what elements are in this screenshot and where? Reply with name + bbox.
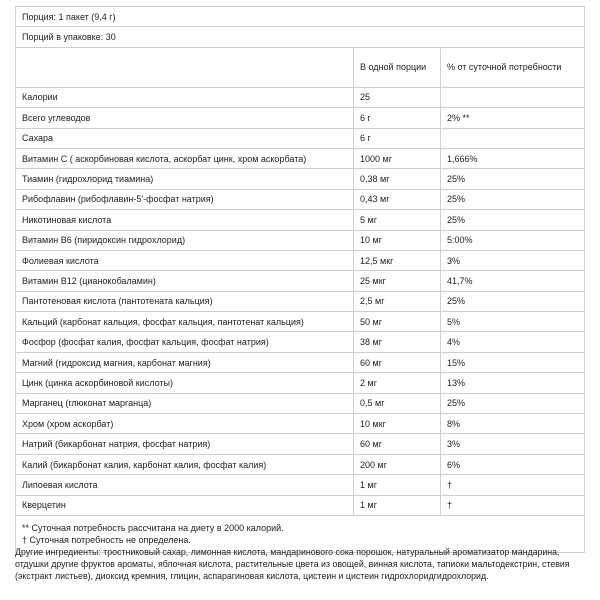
table-row — [15, 271, 585, 291]
amount-per-serving: 60 мг — [354, 353, 441, 372]
table-row — [15, 210, 585, 230]
nutrient-name: Хром (хром аскорбат) — [16, 414, 354, 433]
nutrient-rows — [15, 88, 585, 516]
nutrient-name: Натрий (бикарбонат натрия, фосфат натрия) — [16, 434, 354, 453]
servings-per-pack-row — [15, 27, 585, 47]
daily-value-percent: 3% — [447, 439, 461, 450]
amount-per-serving: 50 мг — [354, 312, 441, 331]
nutrient-name: Рибофлавин (рибофлавин-5'-фосфат натрия) — [16, 190, 354, 209]
other-ingredients: Другие ингредиенты: тростниковый сахар, лимонная кислота, мандаринового сока порошок, натуральный ароматизатор мандарина, отдушки другие фруктов ароматы, яблочная кислота, растительные цвета из овощей, винная кислота, тапиоки мальтодекстрин, стевия (экстракт листьев), диоксид кремния, глицин, аспарагиновая кислота, цистеин и цистеин гидрохлоридгидрохлорид. — [15, 547, 570, 581]
nutrient-name: Калий (бикарбонат калия, карбонат калия, фосфат калия) — [16, 455, 354, 474]
daily-value-percent: 25% — [447, 398, 466, 409]
amount-per-serving: 0,5 мг — [354, 394, 441, 413]
nutrient-name: Фосфор (фосфат калия, фосфат кальция, фосфат натрия) — [16, 332, 354, 351]
nutrient-name: Фолиевая кислота — [16, 251, 354, 270]
table-row — [15, 414, 585, 434]
footnote-not-established: † Суточная потребность не определена. — [22, 534, 191, 545]
nutrient-name: Магний (гидроксид магния, карбонат магния) — [16, 353, 354, 372]
daily-value-percent: 1,666% — [447, 153, 478, 164]
nutrient-name: Калории — [16, 88, 354, 107]
daily-value-percent: 2% ** — [447, 112, 470, 123]
daily-value-percent: 15% — [447, 357, 466, 368]
table-row — [15, 373, 585, 393]
table-row — [15, 292, 585, 312]
nutrient-name: Тиамин (гидрохлорид тиамина) — [16, 169, 354, 188]
table-row — [15, 312, 585, 332]
amount-per-serving: 25 мкг — [354, 271, 441, 290]
daily-value-percent: 8% — [447, 418, 461, 429]
amount-per-serving: 12,5 мкг — [354, 251, 441, 270]
daily-value-percent: 5:00% — [447, 235, 473, 246]
daily-value-percent — [441, 88, 584, 107]
daily-value-percent: † — [447, 479, 453, 490]
amount-per-serving: 60 мг — [354, 434, 441, 453]
amount-per-serving: 200 мг — [354, 455, 441, 474]
table-row — [15, 149, 585, 169]
nutrient-name: Витамин В6 (пиридоксин гидрохлорид) — [16, 231, 354, 250]
nutrient-name: Сахара — [16, 129, 354, 148]
table-row — [15, 88, 585, 108]
footnote-daily-diet: ** Суточная потребность рассчитана на диету в 2000 калорий. — [22, 522, 284, 533]
header-daily-value: % от суточной потребности — [447, 62, 562, 73]
amount-per-serving: 25 — [354, 88, 441, 107]
daily-value-percent: 6% — [447, 459, 461, 470]
nutrient-name: Витамин В12 (цианокобаламин) — [16, 271, 354, 290]
nutrient-name: Пантотеновая кислота (пантотената кальция) — [16, 292, 354, 311]
daily-value-percent: 4% — [447, 337, 461, 348]
nutrient-name: Марганец (глюконат марганца) — [16, 394, 354, 413]
nutrient-name: Всего углеводов — [16, 108, 354, 127]
table-header-row — [15, 48, 585, 88]
supplement-facts-panel — [15, 6, 585, 553]
nutrient-name: Цинк (цинка аскорбиновой кислоты) — [16, 373, 354, 392]
amount-per-serving: 2,5 мг — [354, 292, 441, 311]
amount-per-serving: 1 мг — [354, 475, 441, 494]
amount-per-serving: 6 г — [354, 108, 441, 127]
table-row — [15, 496, 585, 516]
table-row — [15, 353, 585, 373]
table-row — [15, 129, 585, 149]
amount-per-serving: 1 мг — [354, 496, 441, 515]
nutrient-name: Никотиновая кислота — [16, 210, 354, 229]
table-row — [15, 108, 585, 128]
servings-per-pack: Порций в упаковке: 30 — [22, 32, 116, 43]
nutrient-name: Кальций (карбонат кальция, фосфат кальция, пантотенат кальция) — [16, 312, 354, 331]
nutrient-name: Витамин С ( аскорбиновая кислота, аскорбат цинк, хром аскорбата) — [16, 149, 354, 168]
serving-row — [15, 7, 585, 27]
nutrient-name: Липоевая кислота — [16, 475, 354, 494]
nutrient-name: Кверцетин — [16, 496, 354, 515]
table-row — [15, 455, 585, 475]
amount-per-serving: 10 мкг — [354, 414, 441, 433]
daily-value-percent: 3% — [447, 255, 461, 266]
amount-per-serving: 6 г — [354, 129, 441, 148]
header-nutrient — [16, 48, 354, 87]
daily-value-percent: 25% — [447, 194, 466, 205]
table-row — [15, 251, 585, 271]
amount-per-serving: 5 мг — [354, 210, 441, 229]
amount-per-serving: 2 мг — [354, 373, 441, 392]
table-row — [15, 190, 585, 210]
table-row — [15, 231, 585, 251]
table-row — [15, 332, 585, 352]
header-per-serving: В одной порции — [354, 48, 441, 87]
table-row — [15, 475, 585, 495]
daily-value-percent: 25% — [447, 214, 466, 225]
daily-value-percent: † — [447, 500, 453, 511]
amount-per-serving: 0,38 мг — [354, 169, 441, 188]
amount-per-serving: 0,43 мг — [354, 190, 441, 209]
daily-value-percent: 25% — [447, 174, 466, 185]
amount-per-serving: 10 мг — [354, 231, 441, 250]
daily-value-percent: 13% — [447, 377, 466, 388]
daily-value-percent: 5% — [447, 316, 461, 327]
table-row — [15, 169, 585, 189]
table-row — [15, 394, 585, 414]
daily-value-percent: 41,7% — [447, 275, 473, 286]
serving-size: Порция: 1 пакет (9,4 г) — [22, 11, 116, 22]
amount-per-serving: 38 мг — [354, 332, 441, 351]
amount-per-serving: 1000 мг — [354, 149, 441, 168]
table-row — [15, 434, 585, 454]
daily-value-percent: 25% — [447, 296, 466, 307]
daily-value-percent — [441, 129, 584, 148]
